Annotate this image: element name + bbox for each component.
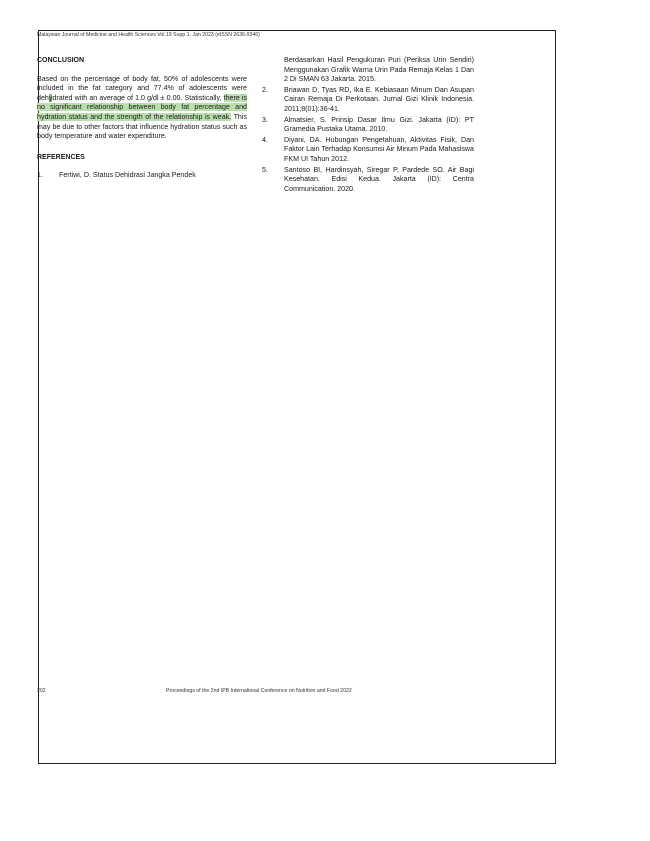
conclusion-paragraph bbox=[37, 75, 247, 142]
right-column bbox=[262, 56, 474, 195]
reference-item bbox=[37, 171, 247, 181]
page-number: 202 bbox=[37, 688, 46, 694]
reference-number: 2. bbox=[262, 85, 268, 94]
reference-number: 1. bbox=[37, 171, 43, 180]
reference-item bbox=[262, 136, 474, 165]
reference-number: 3. bbox=[262, 115, 268, 124]
reference-number: 4. bbox=[262, 135, 268, 144]
reference-item bbox=[262, 86, 474, 115]
reference-continuation: Berdasarkan Hasil Pengukuran Puri (Periksa Urin Sendiri) Menggunakan Grafik Warna Urin Pada Remaja Kelas 1 Dan 2 Di SMAN 63 Jakarta. 2015. bbox=[284, 56, 474, 84]
reference-text: Fertiwi, D. Status Dehidrasi Jangka Pendek bbox=[59, 171, 196, 180]
highlighted-text: there is no significant relationship between body fat percentage and hydration status and the strength of the relationship is weak. bbox=[37, 93, 247, 121]
conclusion-text: Based on the percentage of body fat, 50% of adolescents were included in the fat category and 77.4% of adolescents were deh bbox=[37, 74, 247, 102]
references-heading: REFERENCES bbox=[37, 153, 85, 161]
reference-item bbox=[262, 116, 474, 135]
reference-text: Diyani, DA. Hubungan Pengetahuan, Aktivitas Fisik, Dan Faktor Lain Terhadap Konsumsi Air Minum Pada Mahasiswa FKM UI Tahun 2012. bbox=[284, 135, 474, 163]
conclusion-text: drated with an average of 1.0 g/dl ± 0.00. Statistically, bbox=[52, 93, 224, 102]
highlight-mark: y bbox=[48, 93, 53, 102]
reference-item bbox=[262, 166, 474, 195]
reference-text: Briawan D, Tyas RD, Ika E. Kebiasaan Minum Dan Asupan Cairan Remaja Di Perkotaan. Jurnal Gizi Klinik Indonesia. 2011;8(01):36-41. bbox=[284, 85, 474, 113]
conclusion-text: This may be due to other factors that influence hydration status such as body temperature and water expenditure. bbox=[37, 112, 248, 141]
reference-text: Santoso BI, Hardinsyah, Siregar P, Pardede SO. Air Bagi Kesehatan. Edisi Kedua. Jakarta (ID): Centra Communication. 2020. bbox=[284, 165, 474, 193]
reference-number: 5. bbox=[262, 165, 268, 174]
proceedings-footer: Proceedings of the 2nd IPB International Conference on Nutrition and Food 2022 bbox=[166, 688, 352, 694]
reference-text: Almatsier, S. Prinsip Dasar Ilmu Gizi. Jakarta (ID): PT Gramedia Pustaka Utama. 2010. bbox=[284, 115, 474, 134]
journal-header: Malaysian Journal of Medicine and Health Sciences Vol.19 Supp 1, Jan 2023 (eISSN 2636-9346) bbox=[37, 32, 260, 38]
left-column bbox=[37, 56, 247, 182]
conclusion-heading: CONCLUSION bbox=[37, 57, 85, 64]
